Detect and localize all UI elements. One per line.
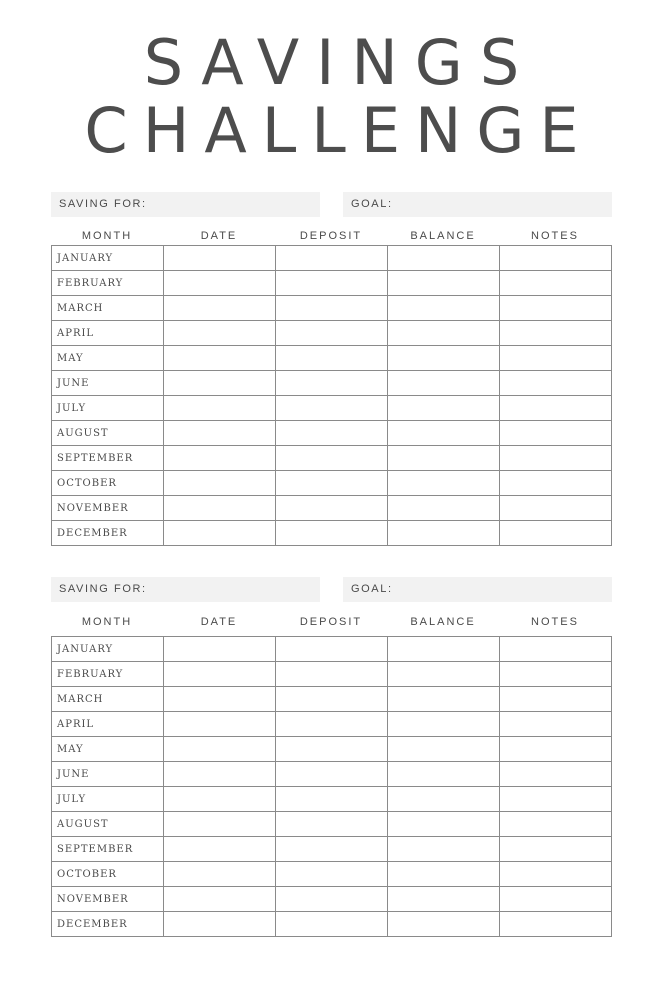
balance-cell[interactable] bbox=[388, 737, 500, 762]
page-title-line-2: CHALLENGE bbox=[84, 94, 594, 167]
notes-cell[interactable] bbox=[500, 637, 612, 662]
notes-cell[interactable] bbox=[500, 912, 612, 937]
deposit-cell[interactable] bbox=[276, 396, 388, 421]
notes-cell[interactable] bbox=[500, 787, 612, 812]
date-cell[interactable] bbox=[164, 662, 276, 687]
table-row bbox=[52, 496, 612, 521]
balance-cell[interactable] bbox=[388, 371, 500, 396]
balance-cell[interactable] bbox=[388, 812, 500, 837]
table-row bbox=[52, 446, 612, 471]
date-cell[interactable] bbox=[164, 296, 276, 321]
deposit-cell[interactable] bbox=[276, 246, 388, 271]
balance-cell[interactable] bbox=[388, 912, 500, 937]
month-label: SEPTEMBER bbox=[52, 837, 164, 862]
balance-cell[interactable] bbox=[388, 762, 500, 787]
month-label: MARCH bbox=[52, 296, 164, 321]
deposit-cell[interactable] bbox=[276, 496, 388, 521]
table-row bbox=[52, 296, 612, 321]
notes-cell[interactable] bbox=[500, 712, 612, 737]
balance-cell[interactable] bbox=[388, 421, 500, 446]
balance-cell[interactable] bbox=[388, 496, 500, 521]
notes-cell[interactable] bbox=[500, 371, 612, 396]
deposit-cell[interactable] bbox=[276, 321, 388, 346]
date-cell[interactable] bbox=[164, 862, 276, 887]
month-label: APRIL bbox=[52, 712, 164, 737]
saving-for-field[interactable]: SAVING FOR: bbox=[51, 192, 320, 217]
column-header-date: DATE bbox=[200, 616, 238, 628]
date-cell[interactable] bbox=[164, 496, 276, 521]
balance-cell[interactable] bbox=[388, 712, 500, 737]
month-label: OCTOBER bbox=[52, 862, 164, 887]
table-row bbox=[52, 662, 612, 687]
balance-cell[interactable] bbox=[388, 887, 500, 912]
date-cell[interactable] bbox=[164, 762, 276, 787]
notes-cell[interactable] bbox=[500, 887, 612, 912]
notes-cell[interactable] bbox=[500, 687, 612, 712]
balance-cell[interactable] bbox=[388, 446, 500, 471]
date-cell[interactable] bbox=[164, 787, 276, 812]
table-row bbox=[52, 246, 612, 271]
date-cell[interactable] bbox=[164, 471, 276, 496]
month-label: AUGUST bbox=[52, 812, 164, 837]
deposit-cell[interactable] bbox=[276, 687, 388, 712]
date-cell[interactable] bbox=[164, 421, 276, 446]
notes-cell[interactable] bbox=[500, 446, 612, 471]
deposit-cell[interactable] bbox=[276, 887, 388, 912]
date-cell[interactable] bbox=[164, 737, 276, 762]
balance-cell[interactable] bbox=[388, 346, 500, 371]
deposit-cell[interactable] bbox=[276, 637, 388, 662]
month-label: MARCH bbox=[52, 687, 164, 712]
deposit-cell[interactable] bbox=[276, 521, 388, 546]
balance-cell[interactable] bbox=[388, 521, 500, 546]
notes-cell[interactable] bbox=[500, 521, 612, 546]
table-row bbox=[52, 321, 612, 346]
column-header-date: DATE bbox=[200, 230, 238, 242]
month-label: JULY bbox=[52, 787, 164, 812]
notes-cell[interactable] bbox=[500, 246, 612, 271]
date-cell[interactable] bbox=[164, 271, 276, 296]
notes-cell[interactable] bbox=[500, 271, 612, 296]
balance-cell[interactable] bbox=[388, 637, 500, 662]
deposit-cell[interactable] bbox=[276, 446, 388, 471]
table-row bbox=[52, 862, 612, 887]
goal-field[interactable]: GOAL: bbox=[343, 577, 612, 602]
deposit-cell[interactable] bbox=[276, 862, 388, 887]
balance-cell[interactable] bbox=[388, 862, 500, 887]
notes-cell[interactable] bbox=[500, 496, 612, 521]
date-cell[interactable] bbox=[164, 812, 276, 837]
deposit-cell[interactable] bbox=[276, 912, 388, 937]
goal-field[interactable]: GOAL: bbox=[343, 192, 612, 217]
deposit-cell[interactable] bbox=[276, 737, 388, 762]
date-cell[interactable] bbox=[164, 246, 276, 271]
saving-for-field[interactable]: SAVING FOR: bbox=[51, 577, 320, 602]
month-label: JUNE bbox=[52, 762, 164, 787]
table-row bbox=[52, 762, 612, 787]
table-row bbox=[52, 837, 612, 862]
notes-cell[interactable] bbox=[500, 862, 612, 887]
deposit-cell[interactable] bbox=[276, 712, 388, 737]
date-cell[interactable] bbox=[164, 887, 276, 912]
month-label: OCTOBER bbox=[52, 471, 164, 496]
deposit-cell[interactable] bbox=[276, 812, 388, 837]
table-row bbox=[52, 712, 612, 737]
date-cell[interactable] bbox=[164, 521, 276, 546]
table-row bbox=[52, 396, 612, 421]
date-cell[interactable] bbox=[164, 712, 276, 737]
table-row bbox=[52, 887, 612, 912]
table-row bbox=[52, 912, 612, 937]
table-row bbox=[52, 521, 612, 546]
notes-cell[interactable] bbox=[500, 421, 612, 446]
table-row bbox=[52, 637, 612, 662]
table-row bbox=[52, 271, 612, 296]
date-cell[interactable] bbox=[164, 346, 276, 371]
deposit-cell[interactable] bbox=[276, 421, 388, 446]
month-label: FEBRUARY bbox=[52, 662, 164, 687]
date-cell[interactable] bbox=[164, 637, 276, 662]
savings-section-2 bbox=[51, 577, 612, 937]
column-header-deposit: DEPOSIT bbox=[299, 230, 363, 242]
savings-table bbox=[51, 636, 612, 937]
notes-cell[interactable] bbox=[500, 321, 612, 346]
balance-cell[interactable] bbox=[388, 662, 500, 687]
column-header-month: MONTH bbox=[81, 616, 133, 628]
deposit-cell[interactable] bbox=[276, 787, 388, 812]
notes-cell[interactable] bbox=[500, 837, 612, 862]
table-row bbox=[52, 471, 612, 496]
balance-cell[interactable] bbox=[388, 396, 500, 421]
table-row bbox=[52, 371, 612, 396]
month-label: JANUARY bbox=[52, 246, 164, 271]
notes-cell[interactable] bbox=[500, 296, 612, 321]
balance-cell[interactable] bbox=[388, 787, 500, 812]
deposit-cell[interactable] bbox=[276, 346, 388, 371]
notes-cell[interactable] bbox=[500, 396, 612, 421]
balance-cell[interactable] bbox=[388, 246, 500, 271]
deposit-cell[interactable] bbox=[276, 371, 388, 396]
column-header-notes: NOTES bbox=[531, 230, 579, 242]
table-row bbox=[52, 687, 612, 712]
deposit-cell[interactable] bbox=[276, 837, 388, 862]
month-label: JANUARY bbox=[52, 637, 164, 662]
column-header-balance: BALANCE bbox=[410, 616, 476, 628]
notes-cell[interactable] bbox=[500, 737, 612, 762]
column-header-deposit: DEPOSIT bbox=[299, 616, 363, 628]
table-row bbox=[52, 346, 612, 371]
deposit-cell[interactable] bbox=[276, 762, 388, 787]
column-header-notes: NOTES bbox=[531, 616, 579, 628]
date-cell[interactable] bbox=[164, 396, 276, 421]
month-label: DECEMBER bbox=[52, 912, 164, 937]
notes-cell[interactable] bbox=[500, 471, 612, 496]
month-label: APRIL bbox=[52, 321, 164, 346]
balance-cell[interactable] bbox=[388, 321, 500, 346]
savings-table bbox=[51, 245, 612, 546]
notes-cell[interactable] bbox=[500, 812, 612, 837]
column-header-month: MONTH bbox=[81, 230, 133, 242]
balance-cell[interactable] bbox=[388, 837, 500, 862]
deposit-cell[interactable] bbox=[276, 271, 388, 296]
deposit-cell[interactable] bbox=[276, 662, 388, 687]
date-cell[interactable] bbox=[164, 321, 276, 346]
balance-cell[interactable] bbox=[388, 296, 500, 321]
month-label: AUGUST bbox=[52, 421, 164, 446]
table-row bbox=[52, 812, 612, 837]
balance-cell[interactable] bbox=[388, 687, 500, 712]
date-cell[interactable] bbox=[164, 837, 276, 862]
date-cell[interactable] bbox=[164, 371, 276, 396]
date-cell[interactable] bbox=[164, 912, 276, 937]
table-row bbox=[52, 737, 612, 762]
month-label: JUNE bbox=[52, 371, 164, 396]
table-row bbox=[52, 421, 612, 446]
deposit-cell[interactable] bbox=[276, 471, 388, 496]
page-title-line-1: SAVINGS bbox=[143, 26, 537, 99]
savings-section-1 bbox=[51, 192, 612, 546]
balance-cell[interactable] bbox=[388, 471, 500, 496]
month-label: NOVEMBER bbox=[52, 496, 164, 521]
notes-cell[interactable] bbox=[500, 662, 612, 687]
month-label: SEPTEMBER bbox=[52, 446, 164, 471]
table-row bbox=[52, 787, 612, 812]
notes-cell[interactable] bbox=[500, 346, 612, 371]
month-label: DECEMBER bbox=[52, 521, 164, 546]
month-label: JULY bbox=[52, 396, 164, 421]
date-cell[interactable] bbox=[164, 446, 276, 471]
month-label: MAY bbox=[52, 346, 164, 371]
deposit-cell[interactable] bbox=[276, 296, 388, 321]
balance-cell[interactable] bbox=[388, 271, 500, 296]
month-label: FEBRUARY bbox=[52, 271, 164, 296]
notes-cell[interactable] bbox=[500, 762, 612, 787]
month-label: NOVEMBER bbox=[52, 887, 164, 912]
month-label: MAY bbox=[52, 737, 164, 762]
column-header-balance: BALANCE bbox=[410, 230, 476, 242]
date-cell[interactable] bbox=[164, 687, 276, 712]
